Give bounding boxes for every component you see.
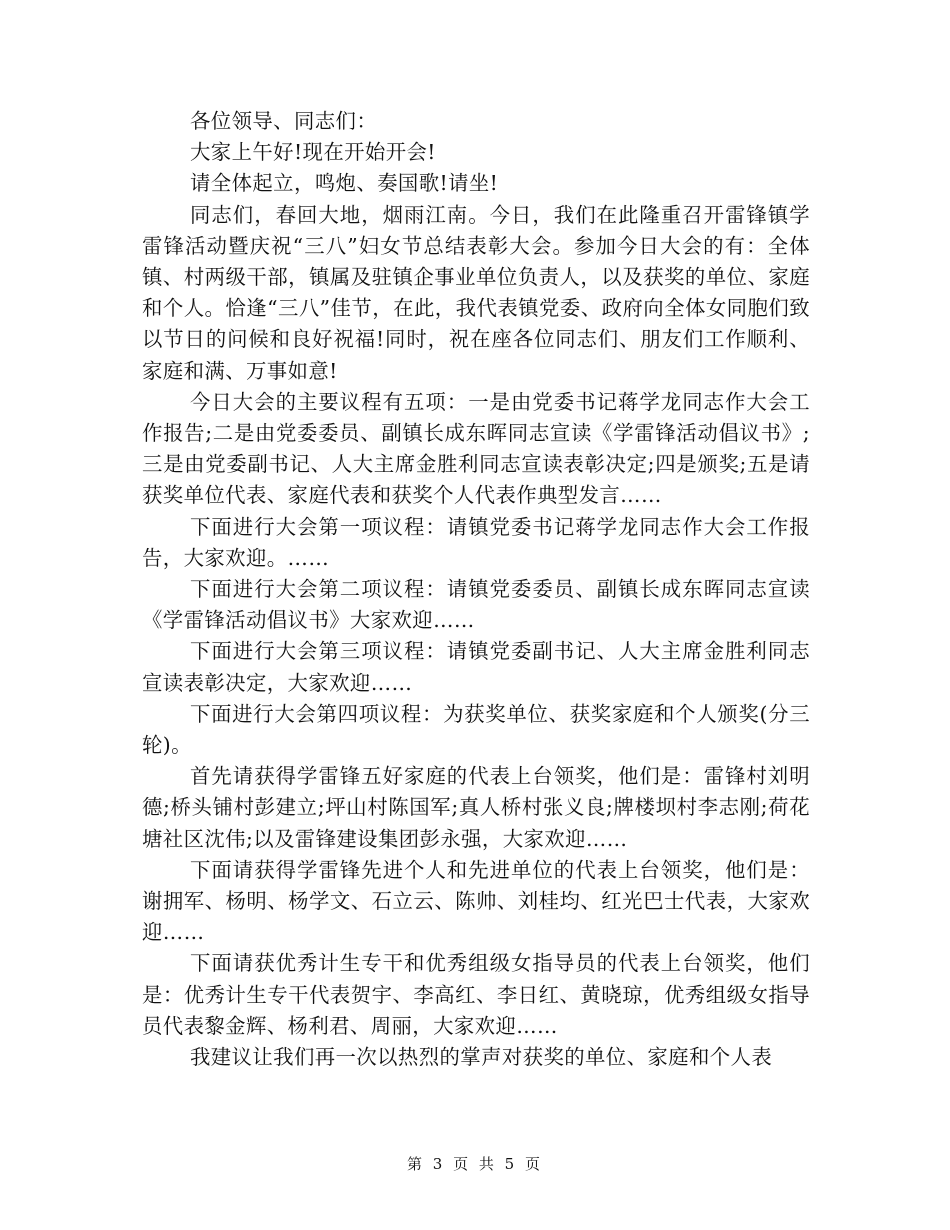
paragraph-opening: 大家上午好!现在开始开会! <box>190 140 436 165</box>
paragraph-award-families: 首先请获得学雷锋五好家庭的代表上台领奖，他们是：雷锋村刘明德;桥头铺村彭建立;坪山村陈国军;真人桥村张义良;牌楼坝村李志刚;荷花塘社区沈伟;以及雷锋建设集团彭永强，大家欢迎…… <box>142 764 810 851</box>
page-footer: 第 3 页 共 5 页 <box>407 1155 543 1173</box>
paragraph-anthem: 请全体起立，鸣炮、奏国歌!请坐! <box>190 171 499 196</box>
paragraph-greeting: 各位领导、同志们： <box>190 109 378 133</box>
paragraph-item-4: 下面进行大会第四项议程：为获奖单位、获奖家庭和个人颁奖(分三轮)。 <box>142 701 810 758</box>
paragraph-item-1: 下面进行大会第一项议程：请镇党委书记蒋学龙同志作大会工作报告，大家欢迎。…… <box>142 514 810 570</box>
paragraph-item-2: 下面进行大会第二项议程：请镇党委委员、副镇长成东晖同志宣读《学雷锋活动倡议书》大家欢迎…… <box>142 577 810 633</box>
paragraph-award-instructors: 下面请获优秀计生专干和优秀组级女指导员的代表上台领奖，他们是：优秀计生专干代表贺宇、李高红、李日红、黄晓琼，优秀组级女指导员代表黎金辉、杨利君、周丽，大家欢迎…… <box>142 951 810 1038</box>
paragraph-agenda: 今日大会的主要议程有五项：一是由党委书记蒋学龙同志作大会工作报告;二是由党委委员、副镇长成东晖同志宣读《学雷锋活动倡议书》;三是由党委副书记、人大主席金胜利同志宣读表彰决定;四是颁奖;五是请获奖单位代表、家庭代表和获奖个人代表作典型发言…… <box>142 389 810 508</box>
paragraph-item-3: 下面进行大会第三项议程：请镇党委副书记、人大主席金胜利同志宣读表彰决定，大家欢迎…… <box>142 639 810 695</box>
paragraph-introduction: 同志们，春回大地，烟雨江南。今日，我们在此隆重召开雷锋镇学雷锋活动暨庆祝“三八”妇女节总结表彰大会。参加今日大会的有：全体镇、村两级干部，镇属及驻镇企事业单位负责人，以及获奖的单位、家庭和个人。恰逢“三八”佳节，在此，我代表镇党委、政府向全体女同胞们致以节日的问候和良好祝福!同时，祝在座各位同志们、朋友们工作顺利、家庭和满、万事如意! <box>142 202 810 383</box>
document-body <box>142 106 810 1073</box>
paragraph-award-individuals: 下面请获得学雷锋先进个人和先进单位的代表上台领奖，他们是：谢拥军、杨明、杨学文、石立云、陈帅、刘桂均、红光巴士代表，大家欢迎…… <box>142 857 810 945</box>
paragraph-applause: 我建议让我们再一次以热烈的掌声对获奖的单位、家庭和个人表 <box>190 1045 773 1070</box>
